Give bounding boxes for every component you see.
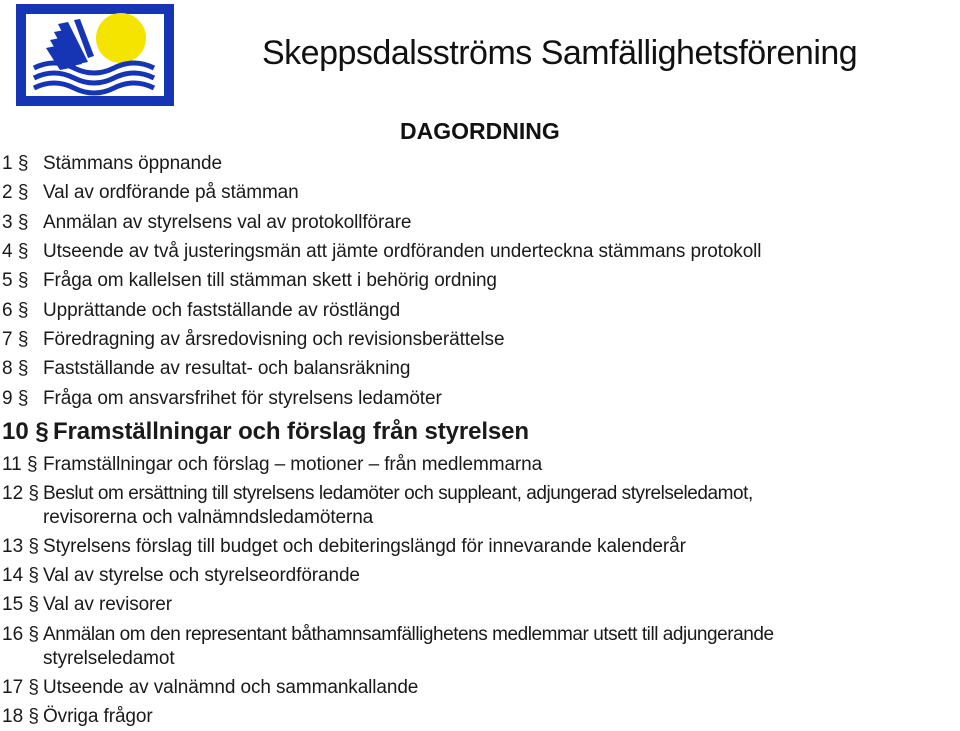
agenda-item-text: Övriga frågor [43,706,153,727]
agenda-item-text: Anmälan om den representant båthamnsamfällighetens medlemmar utsett till adjungerande [43,624,774,645]
agenda-item-number: 9 § [2,388,29,409]
agenda-item-text: Anmälan av styrelsens val av protokollförare [43,212,412,233]
agenda-item-text: Föredragning av årsredovisning och revisionsberättelse [43,329,505,350]
agenda-item-text: Val av revisorer [43,594,172,615]
agenda-item-text: Fråga om kallelsen till stämman skett i behörig ordning [43,270,497,291]
agenda-item-number: 7 § [2,329,29,350]
agenda-item-number: 13 § [2,536,39,557]
club-pennant-logo-icon [14,2,176,108]
agenda-item-text: Utseende av två justeringsmän att jämte ordföranden underteckna stämmans protokoll [43,241,762,262]
agenda-item-number: 10 § [2,418,49,445]
agenda-item-number: 18 § [2,706,39,727]
agenda-item-number: 12 § [2,483,39,504]
agenda-item-number: 8 § [2,358,29,379]
agenda-item-text: Styrelsens förslag till budget och debiteringslängd för innevarande kalenderår [43,536,686,557]
agenda-item-text: Fråga om ansvarsfrihet för styrelsens ledamöter [43,388,442,409]
agenda-item-number: 14 § [2,565,39,586]
agenda-item-number: 5 § [2,270,29,291]
agenda-item-number: 17 § [2,677,39,698]
agenda-item-number: 6 § [2,300,29,321]
agenda-item-text: Fastställande av resultat- och balansräkning [43,358,411,379]
agenda-item-text-continued: revisorerna och valnämndsledamöterna [43,507,374,528]
agenda-item-text: Stämmans öppnande [43,153,222,174]
agenda-item-text-continued: styrelseledamot [43,648,175,669]
agenda-item-number: 1 § [2,153,29,174]
agenda-item-text: Val av ordförande på stämman [43,182,299,203]
agenda-heading: DAGORDNING [400,118,560,144]
agenda-item-number: 15 § [2,594,39,615]
agenda-item-text: Upprättande och fastställande av röstlängd [43,300,401,321]
org-title: Skeppsdalsströms Samfällighetsförening [262,34,858,72]
agenda-item-number: 16 § [2,624,39,645]
agenda-item-text: Framställningar och förslag – motioner – från medlemmarna [43,454,543,475]
agenda-item-text: Beslut om ersättning till styrelsens ledamöter och suppleant, adjungerad styrelseledamot, [43,483,753,504]
agenda-item-number: 11 § [2,454,38,475]
agenda-item-number: 2 § [2,182,29,203]
agenda-item-text: Utseende av valnämnd och sammankallande [43,677,419,698]
agenda-item-number: 3 § [2,212,29,233]
agenda-item-number: 4 § [2,241,29,262]
agenda-item-text: Val av styrelse och styrelseordförande [43,565,360,586]
agenda-item-text: Framställningar och förslag från styrelsen [53,418,529,445]
